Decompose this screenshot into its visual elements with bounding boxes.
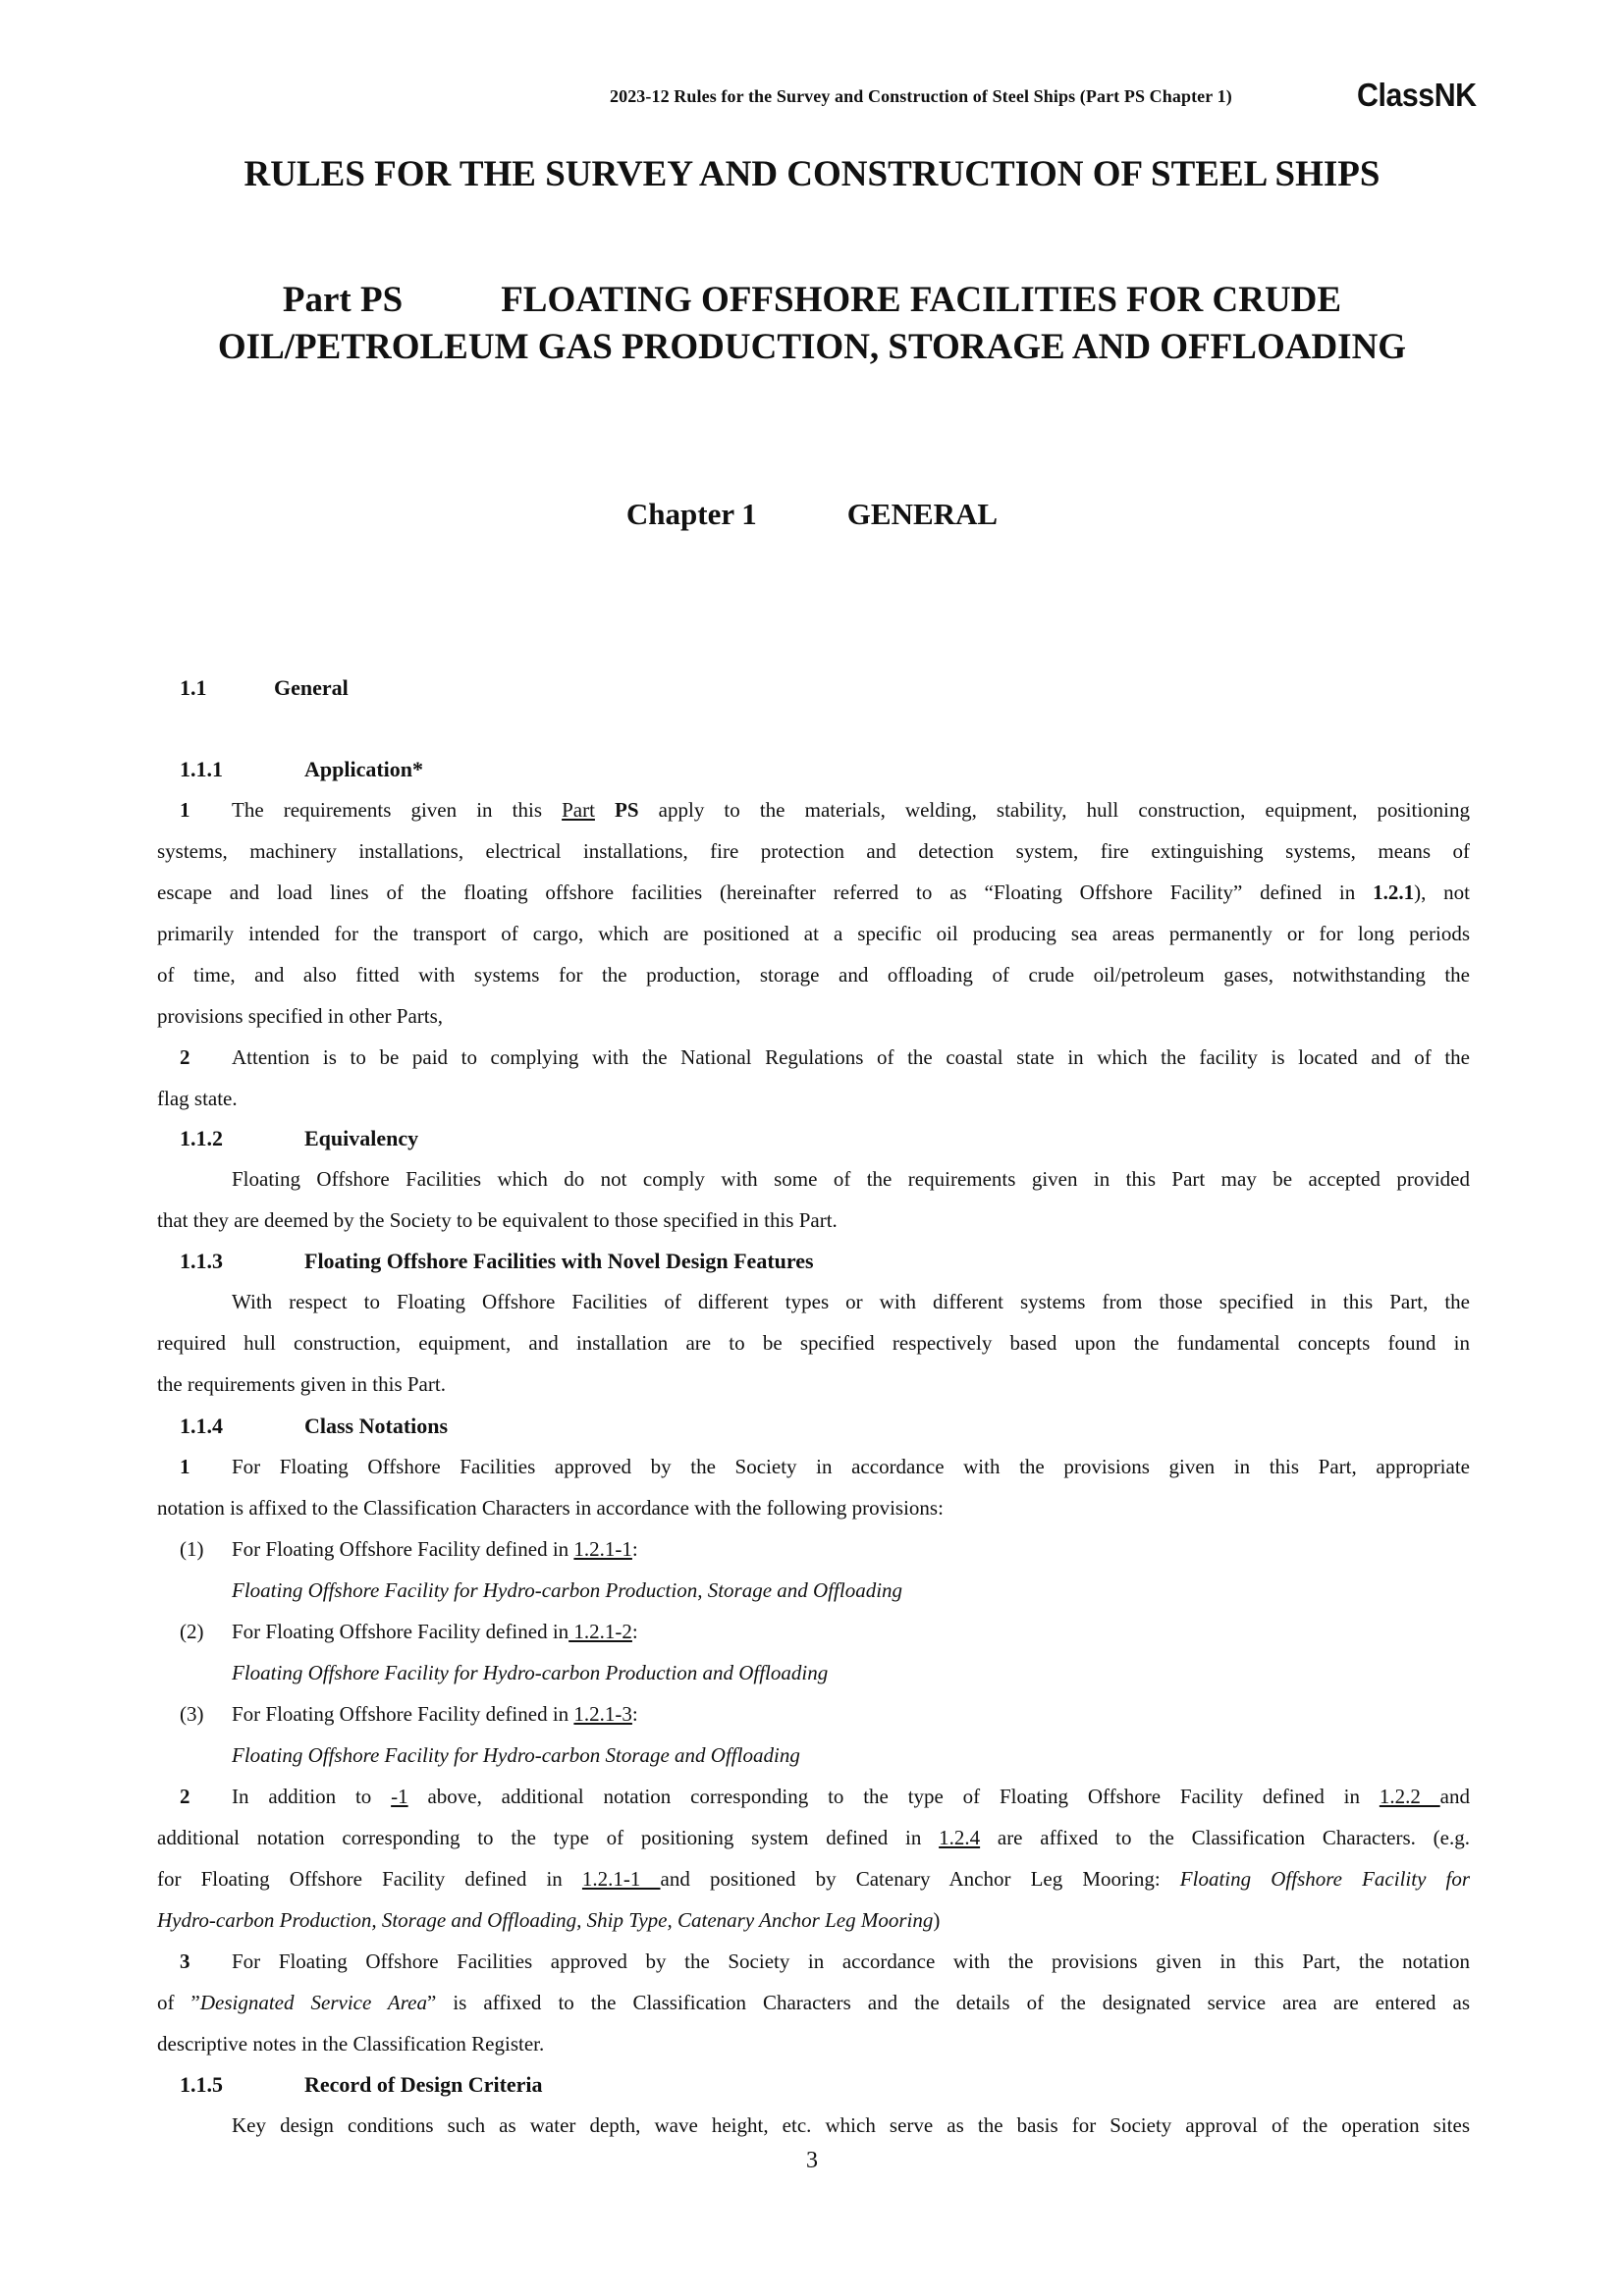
- body-line: of time, and also fitted with systems for the production, storage and offloading of crude oil/petroleum gases, notwithstanding the: [157, 963, 1470, 987]
- section-link[interactable]: 1.2.1-3: [573, 1702, 632, 1726]
- list-item-text: For Floating Offshore Facility defined in 1.2.1-1:: [232, 1537, 638, 1561]
- body-line: The requirements given in this Part PS apply to the materials, welding, stability, hull construction, equipment, positioning: [232, 798, 1471, 822]
- body-line: for Floating Offshore Facility defined in 1.2.1-1 and positioned by Catenary Anchor Leg Mooring: Floating Offshore Facility for: [157, 1867, 1471, 1891]
- classnk-logo: ClassNK: [1357, 77, 1477, 113]
- body-line: With respect to Floating Offshore Facilities of different types or with different systems from those specified in this Part, the: [232, 1290, 1470, 1313]
- list-marker: (2): [180, 1620, 204, 1643]
- chapter-title: GENERAL: [846, 497, 999, 531]
- section-1-1-4-title: Class Notations: [304, 1414, 449, 1438]
- para-number: 2: [180, 1045, 190, 1069]
- section-link[interactable]: 1.2.1-2: [568, 1620, 632, 1643]
- body-line: that they are deemed by the Society to be equivalent to those specified in this Part.: [157, 1208, 838, 1232]
- section-link[interactable]: 1.2.4: [939, 1826, 981, 1849]
- part-title-line2: OIL/PETROLEUM GAS PRODUCTION, STORAGE AND OFFLOADING: [217, 327, 1407, 367]
- part-title-text: FLOATING OFFSHORE FACILITIES FOR CRUDE: [501, 280, 1342, 320]
- body-line: For Floating Offshore Facilities approved by the Society in accordance with the provisions given in this Part, the notation: [232, 1949, 1470, 1973]
- para-number: 1: [180, 798, 190, 822]
- body-line: Floating Offshore Facilities which do not comply with some of the requirements given in this Part may be accepted provided: [232, 1167, 1470, 1191]
- body-line: additional notation corresponding to the type of positioning system defined in 1.2.4 are affixed to the Classification Characters. (e.g.: [157, 1826, 1470, 1849]
- body-line: descriptive notes in the Classification Register.: [157, 2032, 545, 2056]
- list-item-text: For Floating Offshore Facility defined in 1.2.1-3:: [232, 1702, 638, 1726]
- para-number: 3: [180, 1949, 190, 1973]
- section-link[interactable]: -1: [391, 1785, 408, 1808]
- body-line: escape and load lines of the floating offshore facilities (hereinafter referred to as “Floating Offshore Facility” defined in 1.2.1), not: [157, 881, 1470, 904]
- running-header: 2023-12 Rules for the Survey and Construction of Steel Ships (Part PS Chapter 1): [610, 86, 1232, 106]
- section-1-1-4-number: 1.1.4: [180, 1414, 223, 1438]
- section-1-1-title: General: [274, 675, 349, 700]
- section-1-1-2-number: 1.1.2: [180, 1126, 223, 1150]
- body-line: primarily intended for the transport of cargo, which are positioned at a specific oil producing sea areas permanently or for long periods: [157, 922, 1470, 945]
- list-marker: (3): [180, 1702, 204, 1726]
- part-label: Part PS: [282, 280, 404, 320]
- para-number: 2: [180, 1785, 190, 1808]
- list-item-text: For Floating Offshore Facility defined in 1.2.1-2:: [232, 1620, 638, 1643]
- section-1-1-1-title: Application*: [304, 757, 424, 781]
- body-line: In addition to -1 above, additional notation corresponding to the type of Floating Offshore Facility defined in 1.2.2 and: [232, 1785, 1470, 1808]
- section-link[interactable]: 1.2.1-1: [573, 1537, 632, 1561]
- class-notation: Floating Offshore Facility for Hydro-carbon Production and Offloading: [232, 1661, 829, 1684]
- section-1-1-2-title: Equivalency: [304, 1126, 419, 1150]
- para-number: 1: [180, 1455, 190, 1478]
- body-line: flag state.: [157, 1087, 238, 1110]
- section-1-1-3-number: 1.1.3: [180, 1249, 223, 1273]
- body-line: notation is affixed to the Classification Characters in accordance with the following provisions:: [157, 1496, 944, 1520]
- section-ref: 1.2.1: [1373, 881, 1415, 904]
- class-notation: Floating Offshore Facility for Hydro-carbon Storage and Offloading: [232, 1743, 800, 1767]
- chapter-label: Chapter 1: [625, 497, 757, 531]
- section-link[interactable]: 1.2.2: [1379, 1785, 1440, 1808]
- part-link[interactable]: Part: [562, 798, 595, 822]
- section-1-1-1-number: 1.1.1: [180, 757, 223, 781]
- list-marker: (1): [180, 1537, 204, 1561]
- class-notation: Floating Offshore Facility for Hydro-carbon Production, Storage and Offloading: [232, 1578, 903, 1602]
- body-line: provisions specified in other Parts,: [157, 1004, 444, 1028]
- section-1-1-5-title: Record of Design Criteria: [304, 2072, 543, 2097]
- body-line: Key design conditions such as water depth, wave height, etc. which serve as the basis for Society approval of the operation sites: [232, 2113, 1470, 2137]
- rules-title: RULES FOR THE SURVEY AND CONSTRUCTION OF STEEL SHIPS: [244, 154, 1380, 194]
- part-title-line1: [0, 279, 1624, 321]
- body-line: Attention is to be paid to complying with the National Regulations of the coastal state in which the facility is located and of the: [232, 1045, 1470, 1069]
- section-link[interactable]: 1.2.1-1: [581, 1867, 661, 1891]
- body-line: systems, machinery installations, electrical installations, fire protection and detection system, fire extinguishing systems, means of: [157, 839, 1470, 863]
- body-line: required hull construction, equipment, and installation are to be specified respectively based upon the fundamental concepts found in: [157, 1331, 1470, 1355]
- body-line: of ”Designated Service Area” is affixed to the Classification Characters and the details of the designated service area are entered as: [157, 1991, 1470, 2014]
- chapter-heading: [0, 497, 1624, 532]
- section-1-1-5-number: 1.1.5: [180, 2072, 223, 2097]
- section-1-1-number: 1.1: [180, 675, 207, 700]
- section-1-1-3-title: Floating Offshore Facilities with Novel Design Features: [304, 1249, 814, 1273]
- body-line: Hydro-carbon Production, Storage and Offloading, Ship Type, Catenary Anchor Leg Mooring): [157, 1908, 941, 1932]
- page-number: 3: [806, 2148, 818, 2173]
- body-line: For Floating Offshore Facilities approved by the Society in accordance with the provisions given in this Part, appropriate: [232, 1455, 1470, 1478]
- body-line: the requirements given in this Part.: [157, 1372, 446, 1396]
